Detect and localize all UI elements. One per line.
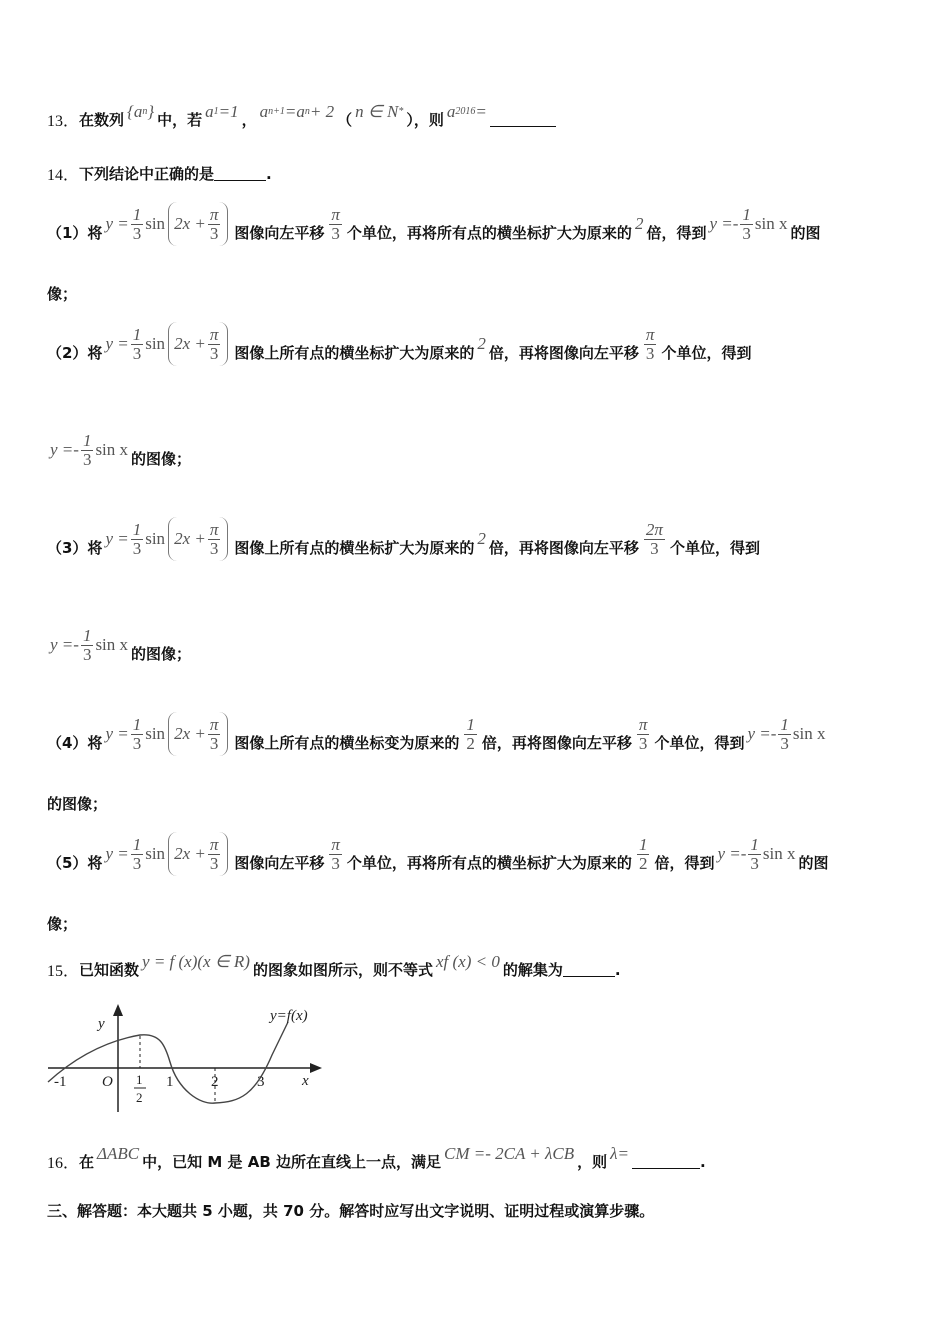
math-text: sin x [95, 635, 129, 655]
math-expression [436, 952, 500, 972]
fraction [740, 206, 753, 243]
text: 图像向左平移 [234, 223, 325, 242]
function-y-neg-1-3-sin-x [50, 627, 128, 664]
math-text: y =- [50, 635, 79, 655]
fraction [329, 836, 342, 873]
curve-f [48, 1022, 288, 1103]
tick-half-den: 2 [136, 1090, 143, 1105]
curve-label: y=f(x) [270, 1008, 308, 1024]
math-expression [355, 102, 403, 122]
text: 的图象如图所示，则不等式 [252, 961, 433, 979]
text: 个单位，得到 [661, 343, 752, 362]
text: 的图像； [131, 449, 192, 468]
fraction-denominator: 3 [780, 733, 789, 753]
fraction-denominator: 3 [132, 733, 142, 753]
line-q13 [47, 101, 556, 131]
math-text: 2 [477, 334, 486, 353]
text: （5）将 [47, 853, 103, 872]
text: 中，若 [157, 111, 203, 129]
fraction-numerator: π [331, 834, 340, 854]
fraction [131, 206, 144, 243]
math-text: 2x + [174, 844, 206, 863]
math-sin: sin [145, 724, 166, 743]
text: （1）将 [47, 223, 103, 242]
parentheses [168, 712, 228, 756]
math-expression [635, 836, 652, 873]
text: 像； [47, 285, 78, 303]
parentheses [168, 517, 228, 561]
math-text: y = [105, 214, 129, 233]
fraction-denominator: 3 [638, 733, 648, 753]
fraction-numerator: 1 [132, 834, 142, 854]
math-text: a [259, 101, 269, 121]
fraction [131, 716, 144, 753]
math-subscript: 1 [213, 106, 219, 117]
text: 图像上所有点的横坐标扩大为原来的 [234, 538, 475, 557]
question-number: 14． [47, 167, 80, 184]
line-q14-3 [47, 519, 760, 569]
answer-blank [632, 1154, 700, 1169]
line-q14-5b [47, 913, 77, 934]
question-number: 13． [47, 113, 80, 130]
math-subscript: 2016 [455, 106, 476, 117]
line-q14-3b [47, 626, 192, 672]
math-text: 2 [634, 214, 644, 233]
fraction-numerator: 1 [132, 324, 142, 344]
fraction-denominator: 3 [132, 223, 142, 243]
math-text: y =- [50, 440, 79, 460]
fraction-denominator: 3 [132, 538, 142, 558]
math-text: sin x [754, 214, 788, 233]
text: 图像上所有点的横坐标变为原来的 [234, 733, 460, 752]
math-sin: sin [145, 334, 166, 353]
math-text: xf (x) < 0 [435, 951, 500, 971]
parentheses [168, 322, 228, 366]
math-text: 2x + [174, 529, 206, 548]
function-y-1-3-sin-2x-pi-3 [105, 712, 231, 756]
math-expression [327, 206, 344, 243]
fraction-numerator: π [645, 324, 655, 344]
fraction [208, 521, 221, 558]
text: （2）将 [47, 343, 103, 362]
fraction-numerator: 1 [638, 834, 648, 854]
line-q14-2 [47, 324, 752, 374]
text: 像； [47, 915, 78, 933]
tick-half-num: 1 [136, 1072, 143, 1087]
math-subscript: n+1 [268, 106, 285, 117]
text: 的图 [798, 853, 829, 872]
line-q14-5 [47, 834, 829, 884]
y-axis-label: y [98, 1016, 105, 1032]
math-text: =1 [218, 101, 239, 121]
text: 个单位，得到 [669, 538, 760, 557]
line-q14-4b [47, 793, 107, 814]
math-text: 2 [477, 529, 486, 548]
text: ），则 [406, 111, 444, 129]
line-q14-1b [47, 283, 77, 304]
math-text: } [147, 101, 155, 121]
fraction-denominator: 2 [466, 733, 475, 753]
text: 的图像； [47, 795, 108, 813]
text: 倍，再将图像向左平移 [481, 733, 632, 752]
math-text: a [446, 101, 456, 121]
text: . [699, 1152, 706, 1171]
fraction-denominator: 3 [132, 343, 142, 363]
text: . [266, 164, 272, 183]
text: 图像上所有点的横坐标扩大为原来的 [234, 343, 475, 362]
math-text: a [205, 101, 214, 121]
fraction-numerator: π [638, 714, 648, 734]
function-y-1-3-sin-2x-pi-3 [105, 517, 231, 561]
fraction-denominator: 3 [82, 644, 92, 664]
line-q16 [47, 1143, 706, 1173]
text: . [614, 960, 621, 979]
text: （3）将 [47, 538, 103, 557]
text: 在数列 [79, 111, 125, 129]
text: 的解集为 [502, 961, 563, 979]
fraction-numerator: 1 [132, 204, 142, 224]
math-text: y = [105, 724, 129, 743]
fraction [81, 627, 94, 664]
math-sin: sin [145, 844, 166, 863]
math-expression [142, 952, 250, 972]
math-sin: sin [145, 214, 166, 233]
math-text: 2x + [174, 214, 206, 233]
math-expression [97, 1144, 139, 1164]
text: （4）将 [47, 733, 103, 752]
fraction-denominator: 3 [650, 538, 659, 558]
math-text: + 2 [309, 101, 335, 121]
text: 的图像； [131, 644, 192, 663]
fraction [464, 716, 477, 753]
text: 个单位，再将所有点的横坐标扩大为原来的 [346, 223, 632, 242]
fraction-numerator: 1 [466, 714, 475, 734]
function-y-1-3-sin-2x-pi-3 [105, 322, 231, 366]
math-subscript: n [304, 106, 310, 117]
fraction [329, 206, 342, 243]
math-text: =a [284, 101, 305, 121]
math-expression [127, 102, 154, 122]
function-graph [40, 1000, 330, 1120]
math-text: y = [105, 334, 129, 353]
tick-1: 1 [166, 1074, 174, 1090]
fraction [208, 206, 221, 243]
fraction [644, 521, 665, 558]
answer-blank [490, 112, 556, 127]
text: 倍，得到 [654, 853, 715, 872]
math-expression [205, 102, 238, 122]
math-expression [635, 214, 644, 234]
fraction-denominator: 3 [209, 733, 219, 753]
question-number: 16． [47, 1155, 80, 1172]
text: 倍，得到 [646, 223, 707, 242]
fraction-denominator: 3 [209, 538, 219, 558]
x-axis-arrow-icon [310, 1063, 322, 1073]
fraction-numerator: π [209, 519, 219, 539]
fraction-numerator: π [209, 714, 219, 734]
math-text: {a [127, 101, 143, 121]
line-q14-4 [47, 714, 828, 764]
text: 的图 [790, 223, 821, 242]
answer-blank [563, 962, 615, 977]
math-text: sin x [762, 844, 796, 863]
function-y-neg-1-3-sin-x [709, 206, 787, 243]
line-q14 [47, 162, 272, 185]
question-number: 15． [47, 963, 80, 980]
fraction-denominator: 3 [331, 223, 340, 243]
parentheses [168, 202, 228, 246]
fraction [208, 836, 221, 873]
fraction-numerator: π [209, 204, 219, 224]
fraction [81, 432, 94, 469]
tick-3: 3 [257, 1074, 265, 1090]
fraction-denominator: 3 [209, 223, 219, 243]
math-expression [260, 102, 334, 122]
function-y-1-3-sin-2x-pi-3 [105, 202, 231, 246]
math-text: y =- [717, 844, 747, 863]
fraction-numerator: 1 [780, 714, 789, 734]
y-axis-arrow-icon [113, 1004, 123, 1016]
fraction [637, 836, 650, 873]
fraction-numerator: 2π [645, 519, 663, 539]
fraction [131, 836, 144, 873]
fraction [131, 326, 144, 363]
answer-blank [214, 166, 266, 181]
fraction-denominator: 3 [82, 449, 92, 469]
fraction-denominator: 2 [638, 853, 648, 873]
text: 下列结论中正确的是 [79, 165, 215, 183]
fraction-numerator: 1 [82, 626, 92, 645]
math-expression [642, 521, 667, 558]
math-expression [610, 1144, 629, 1164]
math-sin: sin [145, 529, 166, 548]
line-section3 [47, 1200, 654, 1221]
fraction-numerator: π [209, 834, 219, 854]
math-text: CM =- 2CA + λCB [443, 1143, 575, 1163]
fraction-numerator: 1 [742, 204, 751, 224]
fraction-numerator: 1 [132, 519, 142, 539]
math-expression [477, 334, 486, 354]
math-text: = [475, 101, 487, 121]
fraction-numerator: 1 [750, 834, 759, 854]
math-text: n ∈ N [355, 101, 399, 121]
line-q14-2b [47, 431, 192, 477]
fraction-numerator: 1 [132, 714, 142, 734]
text: ， [241, 111, 257, 129]
line-q14-1 [47, 204, 821, 254]
function-y-neg-1-3-sin-x [747, 716, 825, 753]
text: （ [337, 111, 353, 129]
fraction [644, 326, 657, 363]
text: 倍，再将图像向左平移 [488, 538, 639, 557]
math-expression [444, 1144, 574, 1164]
fraction-numerator: π [331, 204, 340, 224]
x-axis-label: x [302, 1073, 309, 1089]
math-text: y = f (x)(x ∈ R) [142, 951, 250, 971]
math-expression [477, 529, 486, 549]
function-y-neg-1-3-sin-x [717, 836, 795, 873]
text: 图像向左平移 [234, 853, 325, 872]
math-text: y = [105, 844, 129, 863]
text: 三、解答题：本大题共 5 小题，共 70 分。解答时应写出文字说明、证明过程或演算步骤。 [47, 1202, 655, 1220]
math-superscript: * [398, 106, 404, 117]
text: 中，已知 M 是 AB 边所在直线上一点，满足 [142, 1153, 441, 1171]
origin-label: O [102, 1074, 113, 1090]
math-text: 2x + [174, 724, 206, 743]
fraction-denominator: 3 [331, 853, 340, 873]
tick-neg1: -1 [54, 1074, 67, 1090]
text: 已知函数 [79, 961, 140, 979]
fraction [208, 716, 221, 753]
math-expression [447, 102, 487, 122]
math-text: λ= [610, 1143, 629, 1163]
fraction-denominator: 3 [132, 853, 142, 873]
fraction [637, 716, 650, 753]
fraction [208, 326, 221, 363]
math-expression [635, 716, 652, 753]
text: 倍，再将图像向左平移 [488, 343, 639, 362]
function-y-1-3-sin-2x-pi-3 [105, 832, 231, 876]
fraction-numerator: 1 [82, 431, 92, 450]
math-subscript: n [142, 106, 148, 117]
math-text: sin x [792, 724, 826, 743]
math-text: sin x [95, 440, 129, 460]
fraction [778, 716, 791, 753]
fraction [131, 521, 144, 558]
math-expression [327, 836, 344, 873]
text: 在 [79, 1153, 95, 1171]
fraction-denominator: 3 [209, 853, 219, 873]
tick-2: 2 [211, 1074, 219, 1090]
math-text: ΔABC [97, 1143, 140, 1163]
fraction-denominator: 3 [645, 343, 655, 363]
math-text: 2x + [174, 334, 206, 353]
math-text: y = [105, 529, 129, 548]
fraction [748, 836, 761, 873]
math-expression [642, 326, 659, 363]
text: ，则 [577, 1153, 608, 1171]
math-text: y =- [709, 214, 739, 233]
text: 个单位，得到 [654, 733, 745, 752]
line-q15 [47, 951, 621, 981]
parentheses [168, 832, 228, 876]
function-y-neg-1-3-sin-x [50, 432, 128, 469]
math-text: y =- [747, 724, 777, 743]
text: 个单位，再将所有点的横坐标扩大为原来的 [346, 853, 632, 872]
fraction-numerator: π [209, 324, 219, 344]
fraction-denominator: 3 [209, 343, 219, 363]
fraction-denominator: 3 [750, 853, 759, 873]
fraction-denominator: 3 [742, 223, 751, 243]
math-expression [462, 716, 479, 753]
